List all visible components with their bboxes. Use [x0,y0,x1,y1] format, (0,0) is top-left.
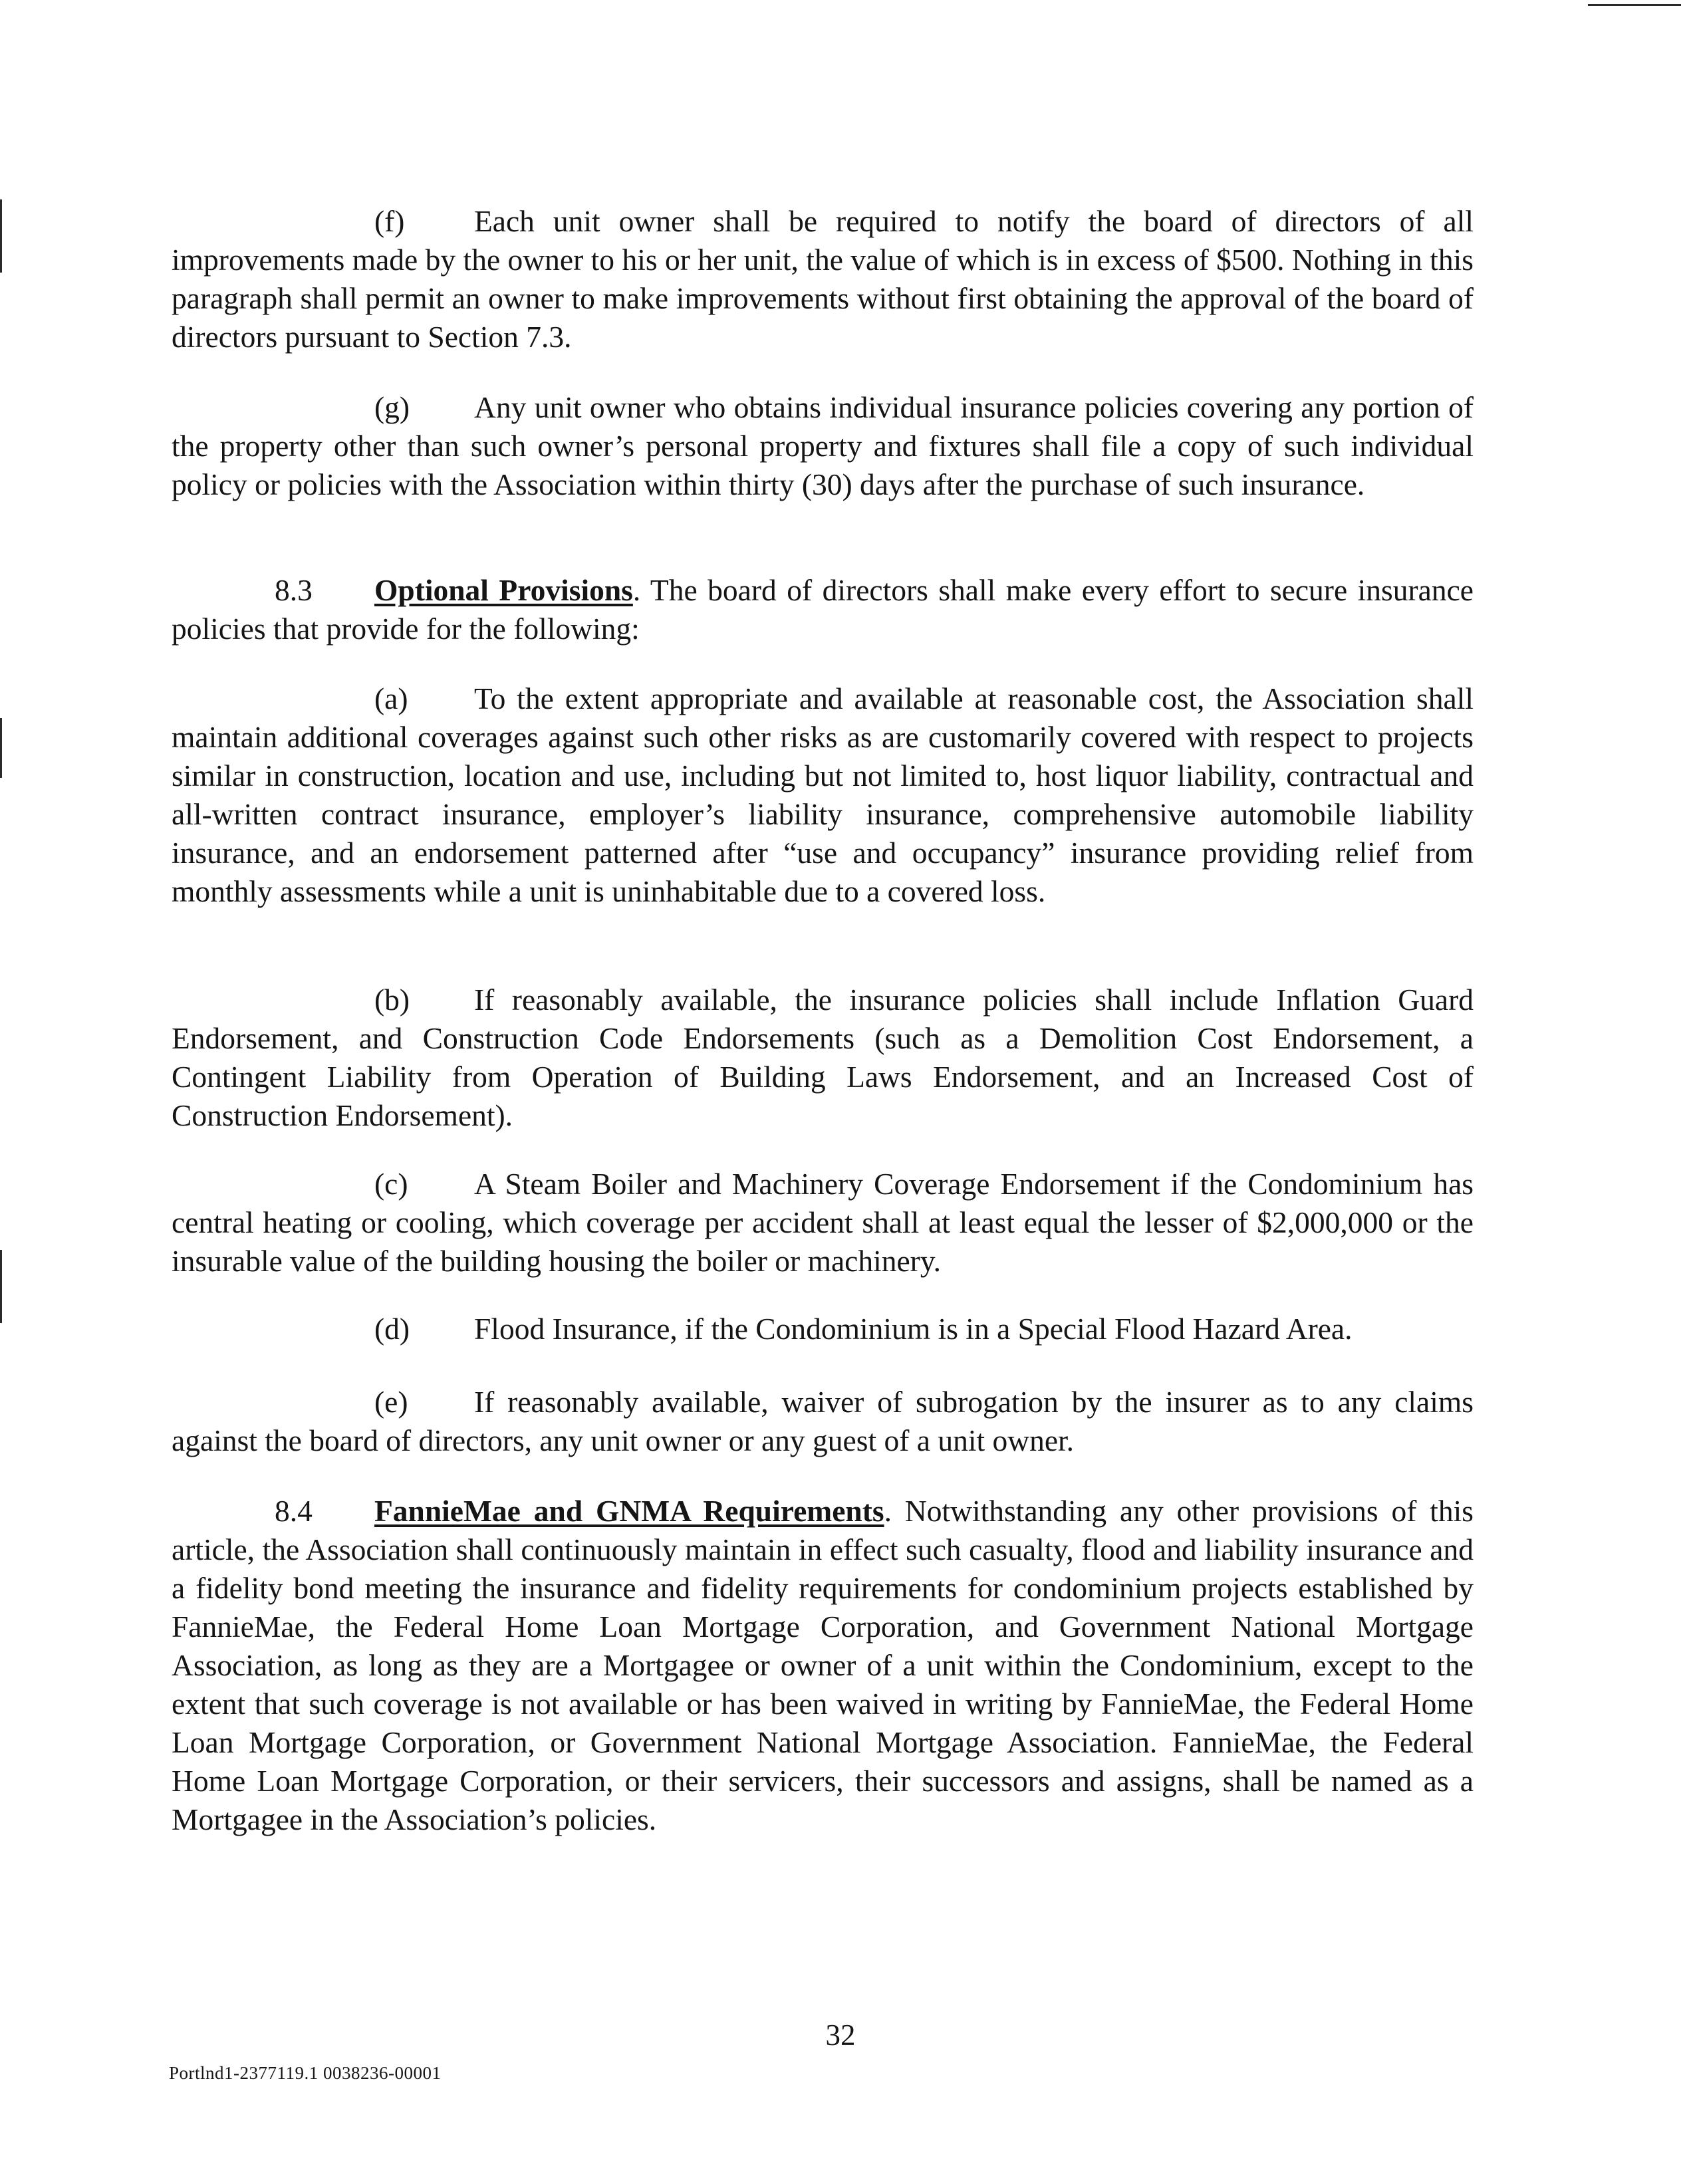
paragraph-label: (c) [374,1167,408,1201]
section-number: 8.4 [275,1494,313,1528]
section-heading: FannieMae and GNMA Requirements [374,1494,884,1528]
scan-edge-mark [0,1250,2,1323]
paragraph-text: Flood Insurance, if the Condominium is in a Special Flood Hazard Area. [474,1312,1353,1346]
section-number: 8.3 [275,573,313,607]
section-text: . Notwithstanding any other provisions of this article, the Association shall continuously maintain in effect such casualty, flood and liability insurance and a fidelity bond meeting the insurance and fidelity requirements for condominium projects established by FannieMae, the Federal Home Loan Mortgage Corporation, and Government National Mortgage Association, as long as they are a Mortgagee or owner of a unit within the Condominium, except to the extent that such coverage is not available or has been waived in writing by FannieMae, the Federal Home Loan Mortgage Corporation, or Government National Mortgage Association. FannieMae, the Federal Home Loan Mortgage Corporation, or their servicers, their successors and assigns, shall be named as a Mortgagee in the Association’s policies. [172,1494,1474,1836]
scan-edge-mark [0,718,2,778]
paragraph-text: To the extent appropriate and available at reasonable cost, the Association shall maintain additional coverages against such other risks as are customarily covered with respect to projects similar in construction, location and use, including but not limited to, host liquor liability, contractual and all-written contract insurance, employer’s liability insurance, comprehensive automobile liability insurance, and an endorsement patterned after “use and occupancy” insurance providing relief from monthly assessments while a unit is uninhabitable due to a covered loss. [172,681,1474,908]
paragraph-text: If reasonably available, the insurance policies shall include Inflation Guard Endorsement, and Construction Code Endorsements (such as a Demolition Cost Endorsement, a Contingent Liability from Operation of Building Laws Endorsement, and an Increased Cost of Construction Endorsement). [172,983,1474,1132]
paragraph-text: Each unit owner shall be required to notify the board of directors of all improvements made by the owner to his or her unit, the value of which is in excess of $500. Nothing in this paragraph shall permit an owner to make improvements without first obtaining the approval of the board of directors pursuant to Section 7.3. [172,204,1474,354]
paragraph-text: Any unit owner who obtains individual insurance policies covering any portion of the property other than such owner’s personal property and fixtures shall file a copy of such individual policy or policies with the Association within thirty (30) days after the purchase of such insurance. [172,390,1474,501]
paragraph-label: (g) [374,390,410,424]
document-footer-id: Portlnd1-2377119.1 0038236-00001 [169,2063,442,2083]
paragraph-f [172,202,1474,356]
paragraph-c [172,1165,1474,1280]
paragraph-label: (b) [374,983,410,1017]
page-number: 32 [825,2018,856,2052]
scan-edge-mark [1588,4,1681,6]
paragraph-label: (a) [374,681,408,715]
paragraph-text: If reasonably available, waiver of subrogation by the insurer as to any claims against the board of directors, any unit owner or any guest of a unit owner. [172,1385,1474,1457]
section-text: . The board of directors shall make every effort to secure insurance policies that provide for the following: [172,573,1474,646]
paragraph-b [172,981,1474,1135]
paragraph-label: (d) [374,1312,410,1346]
paragraph-label: (f) [374,204,405,238]
paragraph-a [172,679,1474,911]
section-8-4 [172,1492,1474,1839]
paragraph-label: (e) [374,1385,408,1419]
paragraph-g [172,388,1474,504]
scan-edge-mark [0,199,2,273]
paragraph-e [172,1383,1474,1460]
paragraph-text: A Steam Boiler and Machinery Coverage Endorsement if the Condominium has central heating or cooling, which coverage per accident shall at least equal the lesser of $2,000,000 or the insurable value of the building housing the boiler or machinery. [172,1167,1474,1278]
paragraph-d [172,1310,1474,1348]
section-8-3 [172,571,1474,648]
section-heading: Optional Provisions [374,573,633,607]
